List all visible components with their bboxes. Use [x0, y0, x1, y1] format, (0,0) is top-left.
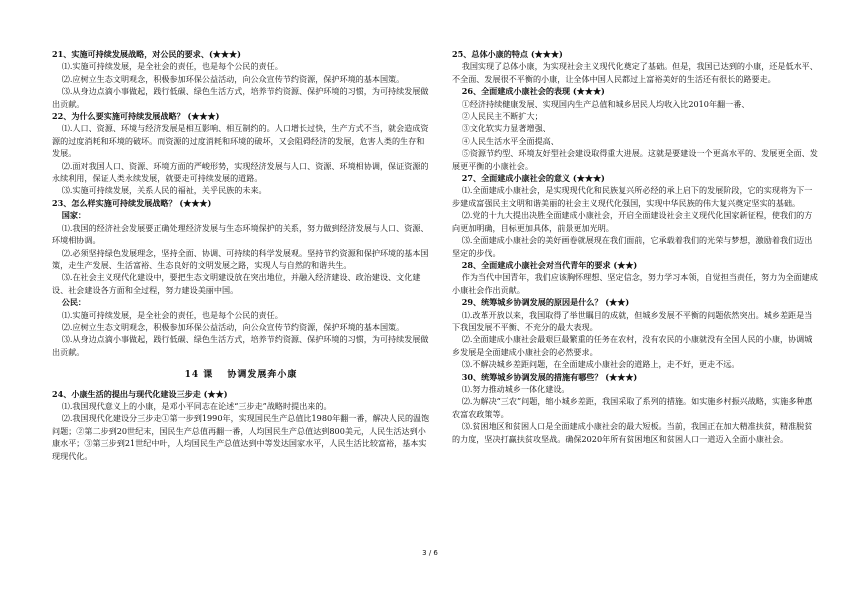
q23-citizen-line-3: ⑶.从身边点滴小事做起，践行低碳、绿色生活方式，培养节约资源、保护环境的习惯，为可持续发展做出贡献。 [52, 334, 429, 357]
q30-line-1: ⑴.努力推动城乡一体化建设。 [461, 383, 570, 394]
q26-heading: 26、全面建成小康社会的表现 (★★★) [461, 86, 605, 97]
q29-heading: 29、统筹城乡协调发展的原因是什么？ (★★) [461, 297, 630, 308]
q21-line-1: ⑴.实施可持续发展，是全社会的责任，也是每个公民的责任。 [61, 61, 283, 72]
q27-heading: 27、全面建成小康社会的意义 (★★★) [461, 173, 605, 184]
q24-line-2: ⑵.我国现代化建设分三步走①第一步到1990年，实现国民生产总值比1980年翻一番，解决人民的温饱问题；②第二步到20世纪末，国民生产总值再翻一番，人均国民生产总值达到800美元，人民生活达到小康水平；③第三步到21世纪中叶，人均国民生产总值达到中等发达国家水平，人民生活比较富裕，基本实现现代化。 [52, 413, 430, 461]
q23-country-label: 国家： [61, 210, 87, 221]
q26-line-3: ③文化软实力显著增强、 [461, 123, 551, 134]
q24-line-1: ⑴.我国现代意义上的小康，是邓小平同志在论述“三步走”战略时提出来的。 [61, 400, 332, 411]
q27-line-3: ⑶.全面建成小康社会的美好画卷就展现在我们面前，它承载着我们的光荣与梦想，激励着我们迈出坚定的步伐。 [452, 235, 813, 258]
q27-line-1: ⑴.全面建成小康社会，是实现现代化和民族复兴所必经的承上启下的发展阶段，它的实现将为下一步建成富强民主文明和谐美丽的社会主义现代化强国，实现中华民族的伟大复兴奠定坚实的基础。 [452, 185, 813, 208]
q29-line-2: ⑵.全面建成小康社会最艰巨最繁重的任务在农村，没有农民的小康就没有全国人民的小康，协调城乡发展是全面建成小康社会的必然要求。 [452, 334, 813, 357]
q30-line-2: ⑵.为解决“三农”问题，缩小城乡差距，我国采取了系列的措施。如实施乡村振兴战略，实施多种惠农富农政策等。 [452, 396, 813, 419]
q21-line-2: ⑵.应树立生态文明观念，积极参加环保公益活动，向公众宣传节约资源，保护环境的基本国策。 [61, 73, 405, 84]
q28-heading: 28、全面建成小康社会对当代青年的要求 (★★) [461, 259, 638, 270]
q23-citizen-line-2: ⑵.应树立生态文明观念，积极参加环保公益活动，向公众宣传节约资源，保护环境的基本国策。 [61, 321, 405, 332]
q29-line-3: ⑶.不解决城乡差距问题，在全面建成小康社会的道路上，走不好，更走不远。 [461, 359, 740, 370]
q23-country-line-3: ⑶.在社会主义现代化建设中，要把生态文明建设放在突出地位，并融入经济建设、政治建设、文化建设、社会建设各方面和全过程，努力建设美丽中国。 [52, 272, 421, 295]
q25-heading: 25、总体小康的特点 (★★★) [452, 49, 563, 59]
q23-heading: 23、怎么样实施可持续发展战略？ (★★★) [52, 197, 212, 208]
q23-country-line-1: ⑴.我国的经济社会发展要正确处理经济发展与生态环境保护的关系，努力做到经济发展与人口、资源、环境相协调。 [52, 222, 429, 246]
right-column [452, 48, 818, 445]
q26-line-4: ④人民生活水平全面提高、 [461, 135, 559, 146]
page-number: 3 / 6 [422, 549, 438, 557]
q23-country-line-2: ⑵.必须坚持绿色发展理念，坚持全面、协调、可持续的科学发展观。坚持节约资源和保护环境的基本国策，走生产发展、生活富裕、生态良好的文明发展之路，实现人与自然的和谐共生。 [52, 247, 429, 270]
q21-heading: 21、实施可持续发展战略，对公民的要求、(★★★) [52, 49, 241, 59]
q28-line-1: 作为当代中国青年，我们应该胸怀理想、坚定信念，努力学习本领，自觉担当责任，努力为全面建成小康社会作出贡献。 [452, 272, 818, 295]
q22-line-1: ⑴.人口、资源、环境与经济发展是相互影响、相互制约的。人口增长过快，生产方式不当，就会造成资源的过度消耗和环境的破坏。而资源的过度消耗和环境的破坏，又会阻碍经济的发展，危害人类的生存和发展。 [52, 123, 429, 159]
q23-citizen-label: 公民： [61, 297, 87, 308]
q30-line-3: ⑶.贫困地区和贫困人口是全面建成小康社会的最大短板。当前，我国正在加大精准扶贫，精准脱贫的力度，坚决打赢扶贫攻坚战。确保2020年所有贫困地区和贫困人口一道迈入全面小康社会。 [452, 421, 813, 444]
q29-line-1: ⑴.改革开放以来，我国取得了举世瞩目的成就，但城乡发展不平衡的问题依然突出。城乡差距是当下我国发展不平衡、不充分的最大表现。 [452, 309, 813, 332]
q30-heading: 30、统筹城乡协调发展的措施有哪些？ (★★★) [461, 371, 638, 382]
q22-line-2: ⑵.面对我国人口、资源、环境方面的严峻形势，实现经济发展与人口、资源、环境相协调，保证资源的永续利用，保证人类永续发展，就要走可持续发展的道路。 [52, 160, 429, 184]
q21-line-3: ⑶.从身边点滴小事做起，践行低碳、绿色生活方式，培养节约资源、保护环境的习惯，为可持续发展做出贡献。 [52, 86, 429, 109]
section-title: 14 课 协调发展奔小康 [184, 370, 298, 381]
q22-line-3: ⑶.实施可持续发展，关系人民的福祉，关乎民族的未来。 [61, 185, 267, 196]
q26-line-5: ⑤资源节约型、环境友好型社会建设取得重大进展。这就是要建设一个更高水平的、发展更全面、发展更平衡的小康社会。 [452, 148, 818, 171]
left-column [52, 48, 430, 462]
q26-line-2: ②人民民主不断扩大； [461, 111, 543, 122]
q25-line-1: 我国实现了总体小康，为实现社会主义现代化奠定了基础。但是，我国已达到的小康，还是低水平、不全面、发展很不平衡的小康，让全体中国人民都过上富裕美好的生活还有很长的路要走。 [452, 61, 818, 84]
q27-line-2: ⑵.党的十九大提出决胜全面建成小康社会，开启全面建设社会主义现代化国家新征程，使我们的方向更加明确，目标更加具体，前景更加光明。 [452, 210, 813, 233]
q24-heading: 24、小康生活的提出与现代化建设三步走 (★★) [52, 388, 228, 399]
q22-heading: 22、为什么要实施可持续发展战略？ (★★★) [52, 111, 220, 122]
q23-citizen-line-1: ⑴.实施可持续发展，是全社会的责任，也是每个公民的责任。 [61, 309, 283, 320]
q26-line-1: ①经济持续健康发展、实现国内生产总值和城乡居民人均收入比2010年翻一番、 [461, 98, 750, 109]
